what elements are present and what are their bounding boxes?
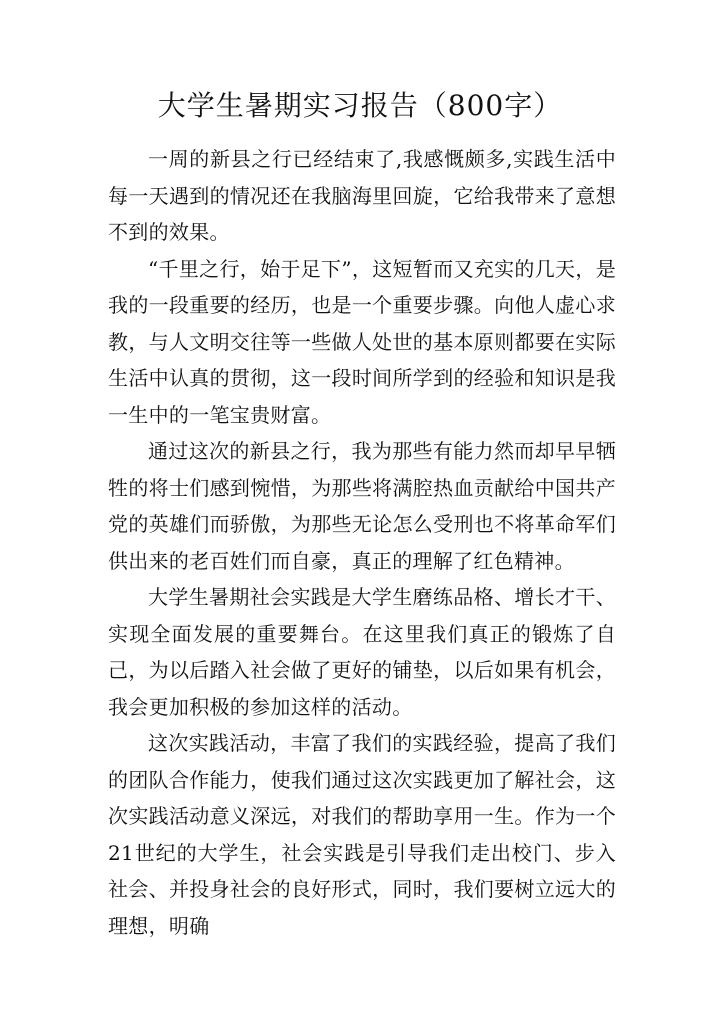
paragraph-3: 通过这次的新县之行，我为那些有能力然而却早早牺牲的将士们感到惋惜，为那些将满腔热血贡献给中国共产党的英雄们而骄傲，为那些无论怎么受刑也不将革命军们供出来的老百姓们而自豪，真正的理解了红色精神。 bbox=[108, 439, 616, 573]
document-title: 大学生暑期实习报告（800字） bbox=[157, 89, 563, 122]
paragraph-4: 大学生暑期社会实践是大学生磨练品格、增长才干、实现全面发展的重要舞台。在这里我们真正的锻炼了自己，为以后踏入社会做了更好的铺垫，以后如果有机会，我会更加积极的参加这样的活动。 bbox=[108, 585, 616, 719]
document-body bbox=[108, 141, 616, 944]
paragraph-2: “千里之行，始于足下”，这短暂而又充实的几天，是我的一段重要的经历，也是一个重要步骤。向他人虚心求教，与人文明交往等一些做人处世的基本原则都要在实际生活中认真的贯彻，这一段时间所学到的经验和知识是我一生中的一笔宝贵财富。 bbox=[108, 256, 616, 427]
paragraph-1: 一周的新县之行已经结束了,我感慨颇多,实践生活中每一天遇到的情况还在我脑海里回旋，它给我带来了意想不到的效果。 bbox=[108, 147, 616, 244]
paragraph-5: 这次实践活动，丰富了我们的实践经验，提高了我们的团队合作能力，使我们通过这次实践更加了解社会，这次实践活动意义深远，对我们的帮助享用一生。作为一个21世纪的大学生，社会实践是引导我们走出校门、步入社会、并投身社会的良好形式，同时，我们要树立远大的理想，明确 bbox=[108, 731, 616, 938]
